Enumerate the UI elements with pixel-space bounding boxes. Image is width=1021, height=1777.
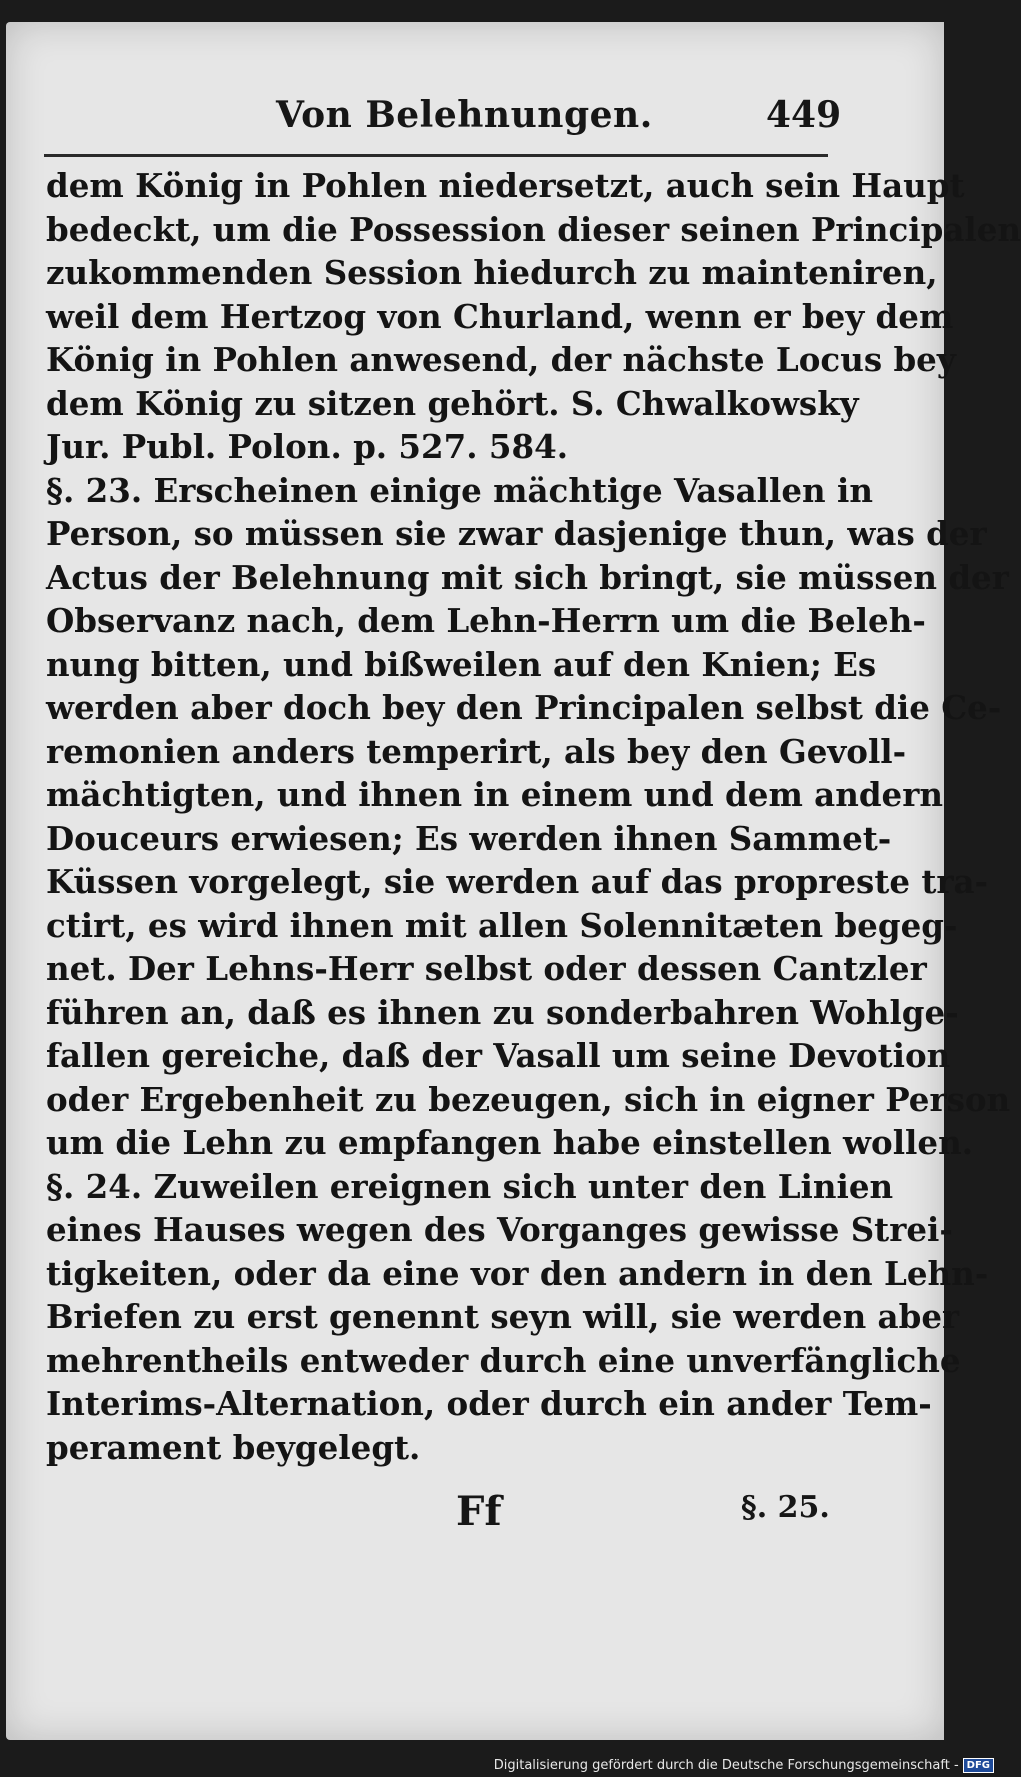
text-line: Douceurs erwiesen; Es werden ihnen Sammet- <box>46 818 892 858</box>
text-line: Actus der Belehnung mit sich bringt, sie müssen der <box>46 557 1009 597</box>
text-line: werden aber doch bey den Principalen selbst die Ce- <box>46 688 1002 727</box>
text-line: Briefen zu erst genennt seyn will, sie werden aber <box>46 1297 960 1336</box>
text-line: net. Der Lehns-Herr selbst oder dessen Cantzler <box>46 949 927 988</box>
body-text <box>46 164 1021 1469</box>
text-line: oder Ergebenheit zu bezeugen, sich in eigner Person <box>46 1079 1011 1119</box>
text-line: tigkeiten, oder da eine vor den andern in den Lehn- <box>46 1253 989 1293</box>
text-line: eines Hauses wegen des Vorganges gewisse Strei- <box>46 1210 953 1249</box>
text-line: um die Lehn zu empfangen habe einstellen wollen. <box>46 1123 974 1162</box>
text-line: Person, so müssen sie zwar dasjenige thun, was der <box>46 514 987 553</box>
text-line: nung bitten, und bißweilen auf den Knien; Es <box>46 644 877 684</box>
dfg-logo: DFG <box>963 1758 994 1773</box>
text-line: remonien anders temperirt, als bey den Gevoll- <box>46 731 907 771</box>
text-line: dem König in Pohlen niedersetzt, auch sein Haupt <box>46 166 965 205</box>
catchword: §. 25. <box>741 1490 830 1525</box>
page-number: 449 <box>766 94 842 136</box>
text-line: ctirt, es wird ihnen mit allen Solennitæten begeg- <box>46 905 958 945</box>
text-line: weil dem Hertzog von Churland, wenn er bey dem <box>46 296 954 336</box>
text-line: §. 24. Zuweilen ereignen sich unter den Linien <box>46 1166 894 1206</box>
text-line: Jur. Publ. Polon. p. 527. 584. <box>46 427 569 466</box>
text-line: dem König zu sitzen gehört. S. Chwalkowsky <box>46 383 859 423</box>
text-line: §. 23. Erscheinen einige mächtige Vasallen in <box>46 470 873 510</box>
digitization-note: Digitalisierung gefördert durch die Deutsche Forschungsgemeinschaft - <box>493 1758 959 1773</box>
text-line: Observanz nach, dem Lehn-Herrn um die Beleh- <box>46 601 926 640</box>
text-line: mächtigten, und ihnen in einem und dem andern <box>46 775 943 814</box>
text-line: Küssen vorgelegt, sie werden auf das propreste tra- <box>46 862 989 901</box>
header-rule <box>44 154 828 157</box>
text-line: Interims-Alternation, oder durch ein ander Tem- <box>46 1384 932 1423</box>
text-line: mehrentheils entweder durch eine unverfängliche <box>46 1340 961 1380</box>
text-line: König in Pohlen anwesend, der nächste Locus bey <box>46 340 956 379</box>
running-title: Von Belehnungen. <box>276 94 653 136</box>
digitization-footer <box>494 1758 994 1773</box>
book-page <box>6 22 1021 1740</box>
text-line: fallen gereiche, daß der Vasall um seine Devotion <box>46 1036 951 1075</box>
signature-mark: Ff <box>456 1488 502 1535</box>
text-line: führen an, daß es ihnen zu sonderbahren Wohlge- <box>46 992 959 1032</box>
text-line: perament beygelegt. <box>46 1427 421 1467</box>
text-line: zukommenden Session hiedurch zu mainteniren, <box>46 253 938 292</box>
text-line: bedeckt, um die Possession dieser seinen Principalen <box>46 209 1021 249</box>
